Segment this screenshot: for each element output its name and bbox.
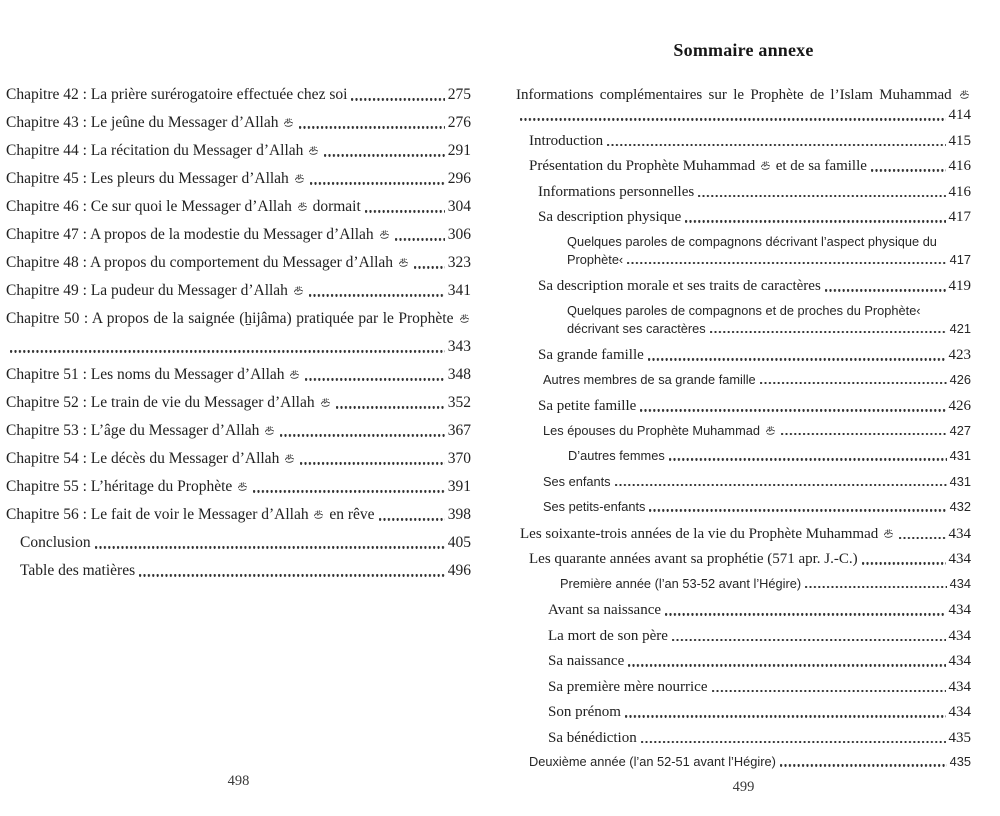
dot-leader: [253, 490, 445, 492]
toc-entry-page: 496: [447, 562, 471, 579]
toc-entry-label: Deuxième année (l’an 52-51 avant l’Hégire): [529, 754, 776, 769]
toc-entry-label: Sa naissance: [548, 653, 625, 669]
toc-entry: [516, 86, 971, 104]
toc-entry-label: Ses enfants: [543, 473, 611, 489]
toc-entry-page: 421: [949, 320, 971, 336]
toc-entry-page: 405: [447, 534, 471, 551]
toc-entry: [516, 448, 971, 464]
toc-entry-label: décrivant ses caractères: [567, 320, 706, 336]
toc-entry: [6, 449, 471, 468]
toc-entry-label: D’autres femmes: [568, 448, 665, 463]
toc-entry-label: Sa première mère nourrice: [548, 678, 708, 695]
toc-entry-label: Avant sa naissance: [548, 602, 662, 618]
toc-entry: [516, 754, 971, 770]
right-page-folio: 499: [732, 779, 755, 795]
toc-entry-label: La mort de son père: [548, 627, 668, 644]
toc-entry-label: Chapitre 45 : Les pleurs du Messager d’Allah: [6, 169, 306, 188]
toc-entry-label: Table des matières: [20, 562, 136, 579]
toc-entry-page: 434: [948, 602, 971, 618]
toc-entry: [516, 729, 971, 747]
toc-entry-page: 426: [949, 371, 971, 387]
toc-entry-page: 343: [447, 338, 471, 355]
toc-entry-label: Autres membres de sa grande famille: [543, 371, 756, 387]
toc-entry-page: 275: [447, 86, 471, 103]
toc-entry-label: Chapitre 54 : Le décès du Messager d’Allah: [6, 449, 296, 468]
dot-leader: [760, 382, 947, 384]
toc-entry-page: 426: [948, 398, 971, 414]
toc-entry-page: 416: [948, 158, 971, 174]
toc-entry-label: Sa grande famille: [538, 347, 644, 363]
toc-entry-page: 291: [447, 142, 471, 159]
toc-entry-page: 431: [949, 448, 971, 463]
toc-entry-label: Quelques paroles de compagnons décrivant l’aspect physique du: [567, 233, 937, 249]
toc-entry-page: 417: [948, 209, 971, 225]
toc-entry: [516, 346, 971, 364]
toc-entry: [516, 703, 971, 721]
toc-entry-label: Les épouses du Prophète Muhammad: [543, 423, 777, 439]
toc-entry-page: 431: [949, 473, 971, 489]
toc-entry: [6, 477, 471, 496]
dot-leader: [10, 350, 445, 352]
saws-icon: [264, 425, 275, 436]
toc-entry-label: Chapitre 42 : La prière surérogatoire effectuée chez soi: [6, 86, 348, 103]
saws-icon: [289, 369, 300, 380]
saws-icon: [308, 145, 319, 156]
dot-leader: [395, 238, 445, 240]
dot-leader: [607, 144, 945, 146]
toc-entry-label: Sa description morale et ses traits de caractères: [538, 278, 821, 294]
toc-entry: [516, 321, 971, 337]
dot-leader: [351, 98, 444, 100]
toc-entry: [6, 309, 471, 328]
toc-entry-page: 296: [447, 170, 471, 187]
toc-entry-page: 391: [447, 478, 471, 495]
toc-entry-page: 415: [948, 132, 971, 149]
toc-entry-page: 352: [447, 394, 471, 411]
dot-leader: [698, 195, 945, 197]
saws-icon: [297, 201, 308, 212]
dot-leader: [615, 484, 947, 486]
dot-leader: [627, 262, 946, 264]
toc-entry-page: 435: [948, 729, 971, 746]
toc-entry: [6, 253, 471, 272]
toc-entry-label: Chapitre 49 : La pudeur du Messager d’Allah: [6, 281, 305, 300]
toc-entry: [6, 225, 471, 244]
toc-entry: [6, 281, 471, 300]
left-page-folio: 498: [227, 773, 250, 789]
toc-entry-page: 276: [447, 114, 471, 131]
toc-entry: [516, 423, 971, 439]
toc-entry: [6, 421, 471, 440]
toc-entry: [516, 106, 971, 124]
toc-entry-page: 434: [948, 551, 971, 567]
toc-entry-label: Quelques paroles de compagnons et de proches du Prophète‹: [567, 302, 921, 318]
saws-icon: [760, 160, 771, 171]
dot-leader: [379, 518, 445, 520]
toc-entry-label: Chapitre 48 : A propos du comportement du Messager d’Allah: [6, 253, 410, 272]
toc-entry-label: Informations complémentaires sur le Prophète de l’Islam Muhammad: [516, 87, 971, 103]
toc-entry: [516, 234, 971, 250]
toc-entry-page: 423: [948, 347, 971, 363]
dot-leader: [324, 154, 444, 156]
toc-entry-page: 432: [949, 499, 971, 514]
saws-icon: [284, 453, 295, 464]
toc-entry: [6, 85, 471, 104]
toc-entry-label: Sa petite famille: [538, 398, 637, 414]
dot-leader: [365, 210, 445, 212]
toc-entry: [516, 678, 971, 696]
toc-entry-label: Chapitre 52 : Le train de vie du Messager d’Allah: [6, 393, 332, 412]
toc-entry-label: Informations personnelles: [538, 183, 695, 200]
toc-entry-page: 434: [948, 525, 971, 542]
annex-title: Sommaire annexe: [673, 40, 814, 60]
toc-entry-page: 435: [949, 754, 971, 769]
dot-leader: [299, 126, 444, 128]
toc-entry: [516, 499, 971, 515]
toc-entry-label: Son prénom: [548, 704, 621, 720]
toc-entry-label: Ses petits-enfants: [543, 499, 646, 514]
dot-leader: [336, 406, 445, 408]
toc-entry-page: 417: [949, 251, 971, 267]
toc-entry: [6, 169, 471, 188]
toc-entry-page: 434: [949, 575, 971, 591]
toc-entry-label: Introduction: [529, 132, 604, 149]
toc-entry-label: Chapitre 47 : A propos de la modestie du Messager d’Allah: [6, 225, 391, 244]
dot-leader: [669, 458, 947, 460]
toc-entry: [516, 252, 971, 268]
saws-icon: [313, 509, 324, 520]
toc-entry-label: Chapitre 56 : Le fait de voir le Messager d’Allah en rêve: [6, 506, 375, 523]
toc-entry-page: 341: [447, 282, 471, 299]
right-page-toc: [516, 86, 971, 780]
dot-leader: [648, 358, 946, 360]
toc-entry: [6, 561, 471, 580]
toc-entry-label: Chapitre 43 : Le jeûne du Messager d’Allah: [6, 113, 295, 132]
dot-leader: [309, 294, 445, 296]
dot-leader: [665, 613, 945, 615]
toc-entry-label: Prophète‹: [567, 251, 624, 267]
toc-entry-label: Chapitre 44 : La récitation du Messager d’Allah: [6, 141, 320, 160]
toc-entry: [516, 157, 971, 175]
saws-icon: [959, 89, 970, 100]
toc-entry: [6, 113, 471, 132]
saws-icon: [237, 481, 248, 492]
toc-entry: [516, 525, 971, 543]
dot-leader: [640, 409, 945, 411]
toc-entry-page: 434: [948, 653, 971, 669]
saws-icon: [459, 313, 470, 324]
dot-leader: [780, 764, 947, 766]
toc-entry-label: Chapitre 51 : Les noms du Messager d’Allah: [6, 365, 301, 384]
dot-leader: [310, 182, 445, 184]
toc-entry: [6, 141, 471, 160]
dot-leader: [95, 546, 445, 548]
toc-entry: [516, 303, 971, 319]
dot-leader: [300, 462, 445, 464]
dot-leader: [712, 690, 946, 692]
left-page-toc: [6, 85, 471, 589]
dot-leader: [825, 289, 946, 291]
toc-entry-label: Chapitre 53 : L’âge du Messager d’Allah: [6, 421, 276, 440]
dot-leader: [139, 574, 445, 576]
toc-entry-page: 427: [949, 422, 971, 438]
toc-entry: [516, 397, 971, 415]
toc-entry-page: 306: [447, 226, 471, 243]
toc-entry-label: Conclusion: [20, 534, 91, 551]
saws-icon: [283, 117, 294, 128]
toc-entry-page: 434: [948, 678, 971, 695]
dot-leader: [672, 639, 946, 641]
dot-leader: [520, 118, 946, 120]
saws-icon: [294, 173, 305, 184]
toc-entry: [6, 337, 471, 356]
toc-entry: [6, 533, 471, 552]
saws-icon: [293, 285, 304, 296]
toc-entry-page: 434: [948, 627, 971, 644]
dot-leader: [625, 715, 946, 717]
dot-leader: [710, 331, 947, 333]
toc-entry-label: Chapitre 55 : L’héritage du Prophète: [6, 477, 249, 496]
toc-entry-label: Première année (l’an 53-52 avant l’Hégire): [560, 575, 802, 591]
toc-entry: [516, 208, 971, 226]
toc-entry-page: 370: [447, 450, 471, 467]
dot-leader: [628, 664, 945, 666]
toc-entry-label: Sa bénédiction: [548, 729, 637, 746]
saws-icon: [883, 528, 894, 539]
toc-entry: [6, 197, 471, 216]
toc-entry: [6, 393, 471, 412]
toc-entry-page: 434: [948, 704, 971, 720]
toc-entry: [516, 576, 971, 592]
saws-icon: [320, 397, 331, 408]
dot-leader: [685, 220, 945, 222]
toc-entry-page: 416: [948, 183, 971, 200]
dot-leader: [649, 509, 946, 511]
toc-entry: [516, 627, 971, 645]
toc-entry: [516, 277, 971, 295]
toc-entry-label: Présentation du Prophète Muhammad et de sa famille: [529, 158, 867, 174]
dot-leader: [805, 586, 947, 588]
toc-entry: [516, 601, 971, 619]
toc-entry-label: Sa description physique: [538, 209, 682, 225]
dot-leader: [871, 169, 946, 171]
dot-leader: [899, 537, 946, 539]
saws-icon: [379, 229, 390, 240]
dot-leader: [280, 434, 444, 436]
toc-entry-page: 367: [447, 422, 471, 439]
toc-entry: [6, 505, 471, 524]
toc-entry-page: 323: [447, 254, 471, 271]
toc-entry-page: 398: [447, 506, 471, 523]
toc-entry-label: Chapitre 46 : Ce sur quoi le Messager d’Allah dormait: [6, 198, 361, 215]
dot-leader: [414, 266, 445, 268]
toc-entry: [516, 474, 971, 490]
toc-entry: [516, 132, 971, 150]
toc-entry: [516, 372, 971, 388]
dot-leader: [781, 433, 947, 435]
toc-entry: [516, 183, 971, 201]
toc-entry-label: Chapitre 50 : A propos de la saignée (ẖijâma) pratiquée par le Prophète: [6, 310, 471, 327]
toc-entry-label: Les soixante-trois années de la vie du Prophète Muhammad: [520, 525, 895, 543]
toc-entry-label: Les quarante années avant sa prophétie (571 apr. J.-C.): [529, 551, 858, 567]
toc-entry: [516, 652, 971, 670]
toc-entry-page: 304: [447, 198, 471, 215]
dot-leader: [862, 562, 946, 564]
toc-entry-page: 414: [948, 107, 971, 123]
toc-entry: [6, 365, 471, 384]
toc-entry-page: 348: [447, 366, 471, 383]
dot-leader: [305, 378, 444, 380]
saws-icon: [765, 425, 776, 436]
toc-entry: [516, 550, 971, 568]
saws-icon: [398, 257, 409, 268]
dot-leader: [641, 741, 946, 743]
toc-entry-page: 419: [948, 278, 971, 294]
